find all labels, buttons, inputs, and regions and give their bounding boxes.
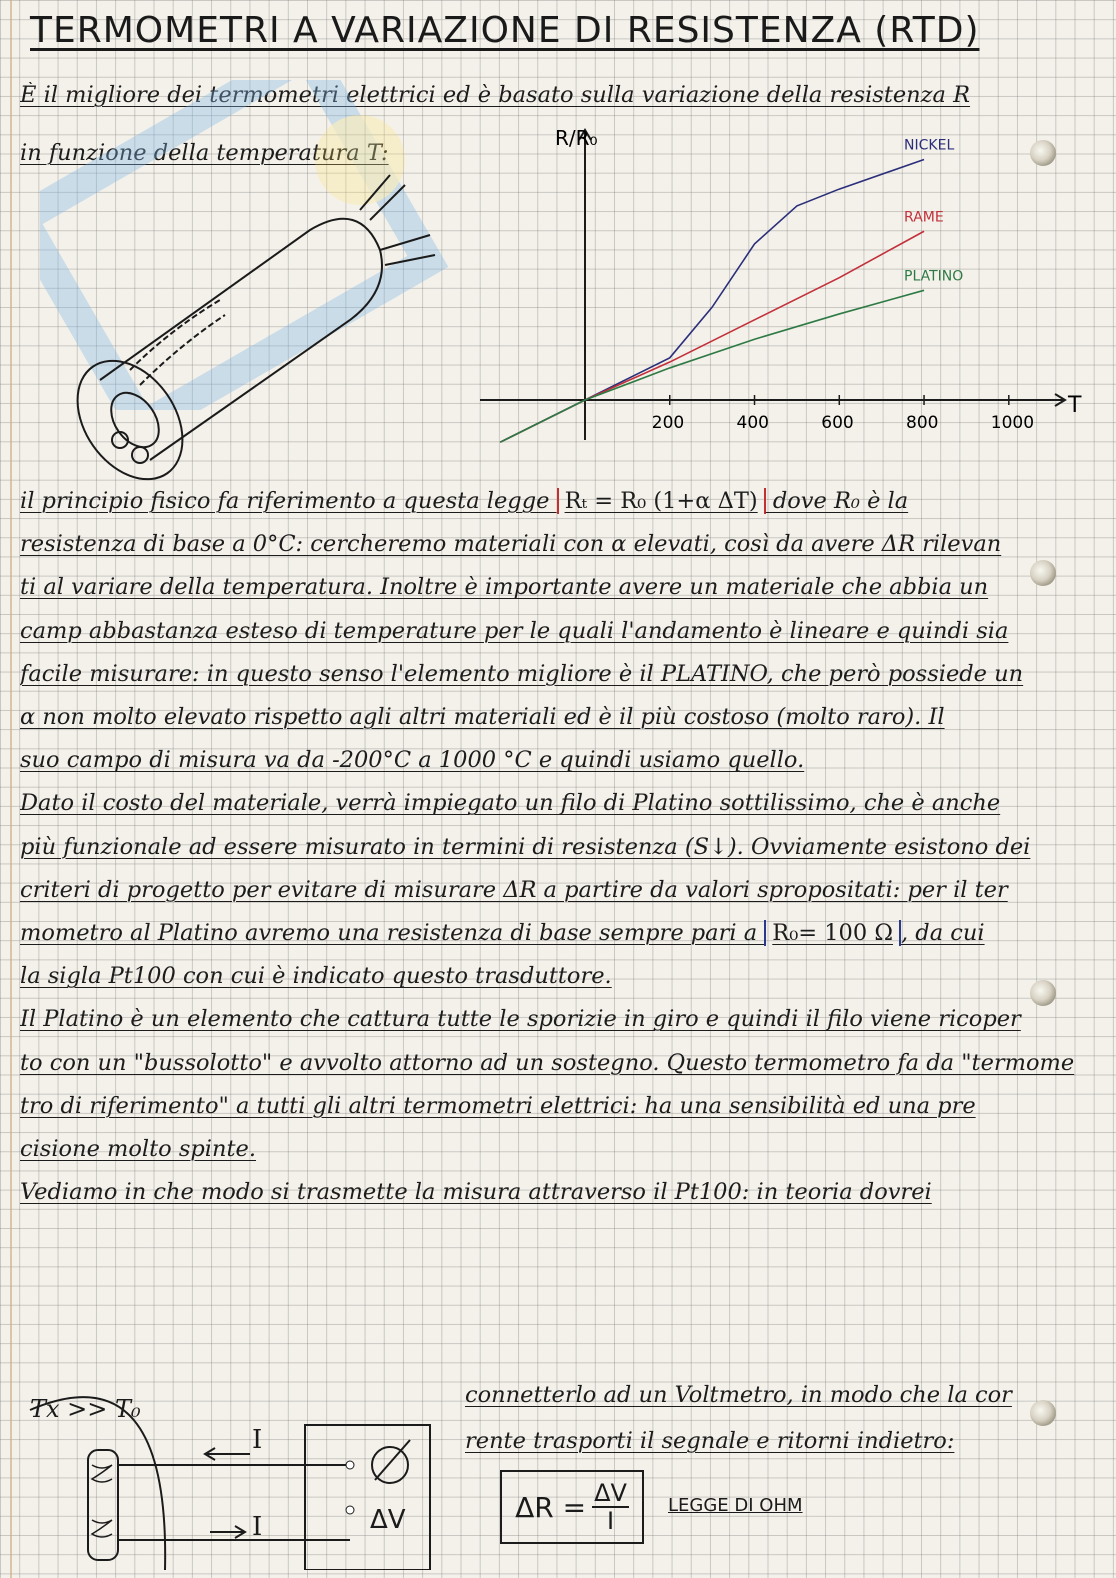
body-line xyxy=(20,488,1100,514)
body-line: cisione molto spinte. xyxy=(20,1136,257,1162)
body-line: camp abbastanza esteso di temperature per le quali l'andamento è lineare e quindi sia xyxy=(20,617,1009,644)
resistance-temperature-chart xyxy=(470,110,1090,450)
body-line-text: dove R₀ è la xyxy=(765,488,909,514)
ohm-law-label: LEGGE DI OHM xyxy=(668,1495,803,1516)
body-line: Vediamo in che modo si trasmette la misura attraverso il Pt100: in teoria dovrei xyxy=(20,1179,932,1206)
ohm-formula-box xyxy=(500,1470,644,1544)
current-label-bottom: I xyxy=(252,1512,263,1542)
tx-label: Tx >> T₀ xyxy=(30,1395,141,1423)
right-line: connetterlo ad un Voltmetro, in modo che la cor xyxy=(465,1382,1012,1408)
body-line: criteri di progetto per evitare di misurare ΔR a partire da valori spropositati: per il ter xyxy=(20,876,1008,903)
body-line: resistenza di base a 0°C: cercheremo materiali con α elevati, così da avere ΔR rilevan xyxy=(20,531,1002,558)
margin-line xyxy=(10,0,12,1578)
chart-axes xyxy=(480,126,1082,440)
chart-series xyxy=(500,138,963,443)
rtd-formula-box: Rₜ = R₀ (1+α ΔT) xyxy=(557,488,766,514)
x-tick-label: 400 xyxy=(736,413,769,433)
x-tick-label: 600 xyxy=(821,413,854,433)
right-line: rente trasporti il segnale e ritorni indietro: xyxy=(465,1428,955,1454)
x-tick-label: 200 xyxy=(651,413,685,433)
y-axis-label: R/R₀ xyxy=(555,126,598,150)
x-tick-label: 1000 xyxy=(990,413,1035,433)
r0-value-box: R₀= 100 Ω xyxy=(764,920,901,946)
body-line: suo campo di misura va da -200°C a 1000 °C e quindi usiamo quello. xyxy=(20,747,805,774)
delta-v-label: ΔV xyxy=(370,1505,406,1535)
body-line: Dato il costo del materiale, verrà impiegato un filo di Platino sottilissimo, che è anche xyxy=(20,790,1001,817)
series-label-rame: RAME xyxy=(904,209,944,226)
series-line-platino xyxy=(500,290,924,442)
series-label-platino: PLATINO xyxy=(904,268,964,285)
body-line-text: , da cui xyxy=(901,920,985,946)
x-tick-label: 800 xyxy=(906,413,939,433)
ohm-formula-numerator: ΔV xyxy=(594,1478,627,1507)
body-line: to con un "bussolotto" e avvolto attorno ad un sostegno. Questo termometro fa da "termome xyxy=(20,1049,1075,1076)
intro-line: in funzione della temperatura T: xyxy=(20,140,389,166)
rtd-probe-illustration xyxy=(60,170,460,490)
body-line: Il Platino è un elemento che cattura tutte le sporizie in giro e quindi il filo viene ricoper xyxy=(20,1006,1021,1033)
ohm-formula-denominator: I xyxy=(606,1507,615,1535)
page-title: TERMOMETRI A VARIAZIONE DI RESISTENZA (RTD) xyxy=(30,10,980,51)
body-line-text: mometro al Platino avremo una resistenza di base sempre pari a xyxy=(20,920,765,946)
body-line: più funzionale ad essere misurato in termini di resistenza (S↓). Ovviamente esistono dei xyxy=(20,833,1031,860)
body-line: la sigla Pt100 con cui è indicato questo trasduttore. xyxy=(20,963,612,990)
current-label-top: I xyxy=(252,1425,263,1455)
ohm-formula-fraction xyxy=(592,1480,629,1535)
body-line: facile misurare: in questo senso l'elemento migliore è il PLATINO, che però possiede un xyxy=(20,660,1024,687)
body-line xyxy=(20,920,1100,946)
body-line: ti al variare della temperatura. Inoltre è importante avere un materiale che abbia un xyxy=(20,574,989,601)
intro-line: È il migliore dei termometri elettrici ed è basato sulla variazione della resistenza R xyxy=(20,82,971,108)
x-axis-label: T xyxy=(1068,393,1082,418)
body-line: tro di riferimento" a tutti gli altri termometri elettrici: ha una sensibilità ed una pre xyxy=(20,1092,976,1119)
body-line: α non molto elevato rispetto agli altri materiali ed è il più costoso (molto raro). Il xyxy=(20,704,945,730)
series-label-nickel: NICKEL xyxy=(904,137,955,154)
body-line-text: il principio fisico fa riferimento a questa legge xyxy=(20,488,557,514)
ohm-formula-lhs: ΔR = xyxy=(515,1490,587,1524)
